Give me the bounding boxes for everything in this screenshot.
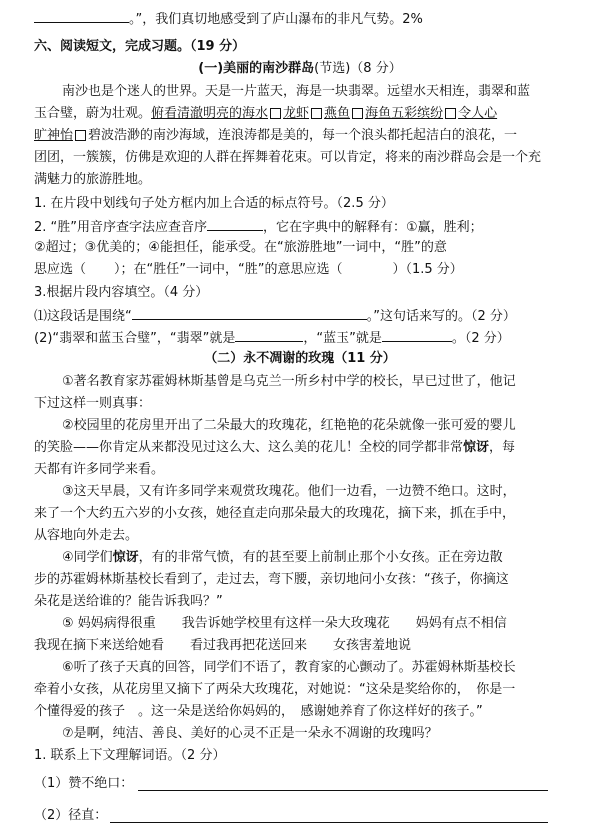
passage2-line: 我现在摘下来送给她看 看过我再把花送回来 女孩害羞地说 <box>34 638 412 653</box>
passage2-line: 下过这样一则真事： <box>34 396 152 411</box>
punct-box[interactable] <box>445 108 456 119</box>
passage2-line: 步的苏霍姆林斯基校长看到了，走过去，弯下腰，亲切地问小女孩：“孩子，你摘这 <box>34 572 509 587</box>
passage1-title: (一)美丽的南沙群岛(节选)（8 分） <box>198 61 402 76</box>
passage2-line: ③这天早晨，又有许多同学来观赏玫瑰花。他们一边看，一边赞不绝口。这时， <box>62 484 516 499</box>
prev-question-tail: 。”，我们真切地感受到了庐山瀑布的非凡气势。2% <box>0 8 600 30</box>
answer-blank[interactable] <box>382 327 452 342</box>
question-3-2: (2)“翡翠和蓝玉合璧”，“翡翠”就是 ，“蓝玉”就是 。（2 分） <box>34 327 600 349</box>
passage1-line: 南沙也是个迷人的世界。天是一片蓝天，海是一块翡翠。远望水天相连，翡翠和蓝 <box>62 84 531 99</box>
question-2: 2. “胜”用音序查字法应查音序 ，它在字典中的解释有：①赢，胜利； <box>34 216 600 238</box>
passage1-line: 旷神怡 碧波浩渺的南沙海域，连浪涛都是美的，每一个浪头都托起洁白的浪花，一 <box>34 128 518 143</box>
answer-blank[interactable] <box>132 305 367 320</box>
question2-1: 1. 联系上下文理解词语。（2 分） <box>34 748 226 763</box>
question2-1-1: （1）赞不绝口： <box>34 776 134 791</box>
passage2-line: ⑤ 妈妈病得很重 我告诉她学校里有这样一朵大玫瑰花 妈妈有点不相信 <box>62 616 507 631</box>
passage2-line: 的笑脸——你肯定从来都没见过这么大、这么美的花儿！全校的同学都非常惊讶，每 <box>34 440 516 455</box>
passage2-line: ⑦是啊，纯洁、善良、美好的心灵不正是一朵永不凋谢的玫瑰吗？ <box>62 726 438 741</box>
punct-box[interactable] <box>352 108 363 119</box>
passage1-line: 玉合璧，蔚为壮观。俯看清澈明亮的海水 龙虾 燕鱼 海鱼五彩缤纷 令人心 <box>34 106 498 121</box>
answer-blank[interactable] <box>34 8 129 23</box>
passage2-line: ④同学们惊讶，有的非常气愤，有的甚至要上前制止那个小女孩。正在旁边散 <box>62 550 503 565</box>
question-3: 3.根据片段内容填空。（4 分） <box>34 285 209 300</box>
answer-line[interactable] <box>110 821 548 823</box>
passage2-line: 个懂得爱的孩子 。这一朵是送给你妈妈的， 感谢她养育了你这样好的孩子。” <box>34 704 483 719</box>
passage2-line: 牵着小女孩，从花房里又摘下了两朵大玫瑰花，对她说：“这朵是奖给你的， 你是一 <box>34 682 516 697</box>
passage2-line: 天都有许多同学来看。 <box>34 462 165 477</box>
punct-box[interactable] <box>75 130 86 141</box>
question-1: 1. 在片段中划线句子处方框内加上合适的标点符号。（2.5 分） <box>34 196 394 211</box>
passage2-line: ①著名教育家苏霍姆林斯基曾是乌克兰一所乡村中学的校长，早已过世了，他记 <box>62 374 516 389</box>
punct-box[interactable] <box>311 108 322 119</box>
passage2-line: ②校园里的花房里开出了二朵最大的玫瑰花，红艳艳的花朵就像一张可爱的婴儿 <box>62 418 516 433</box>
question-3-1: ⑴这段话是围绕“ 。”这句话来写的。（2 分） <box>34 305 600 327</box>
question2-1-2: （2）径直： <box>34 808 108 823</box>
section6-title: 六、阅读短文，完成习题。（19 分） <box>34 39 246 54</box>
punct-box[interactable] <box>270 108 281 119</box>
passage2-line: ⑥听了孩子天真的回答，同学们不语了，教育家的心颤动了。苏霍姆林斯基校长 <box>62 660 516 675</box>
passage2-line: 从容地向外走去。 <box>34 528 139 543</box>
passage1-line: 满魅力的旅游胜地。 <box>34 172 152 187</box>
passage1-line: 团团，一簇簇，仿佛是欢迎的人群在挥舞着花束。可以肯定，将来的南沙群岛会是一个充 <box>34 150 542 165</box>
question-2-cont: 思应选（ ）；在“胜任”一词中，“胜”的意思应选（ ）（1.5 分） <box>34 262 463 277</box>
passage2-line: 朵花是送给谁的？能告诉我吗？” <box>34 594 223 609</box>
passage2-title: （二）永不凋谢的玫瑰（11 分） <box>204 351 396 366</box>
question-2-cont: ②超过；③优美的；④能担任，能承受。在“旅游胜地”一词中，“胜”的意 <box>34 240 447 255</box>
passage2-line: 来了一个大约五六岁的小女孩，她径直走向那朵最大的玫瑰花，摘下来，抓在手中， <box>34 506 516 521</box>
answer-blank[interactable] <box>207 216 263 231</box>
answer-blank[interactable] <box>235 327 303 342</box>
answer-line[interactable] <box>138 789 548 791</box>
